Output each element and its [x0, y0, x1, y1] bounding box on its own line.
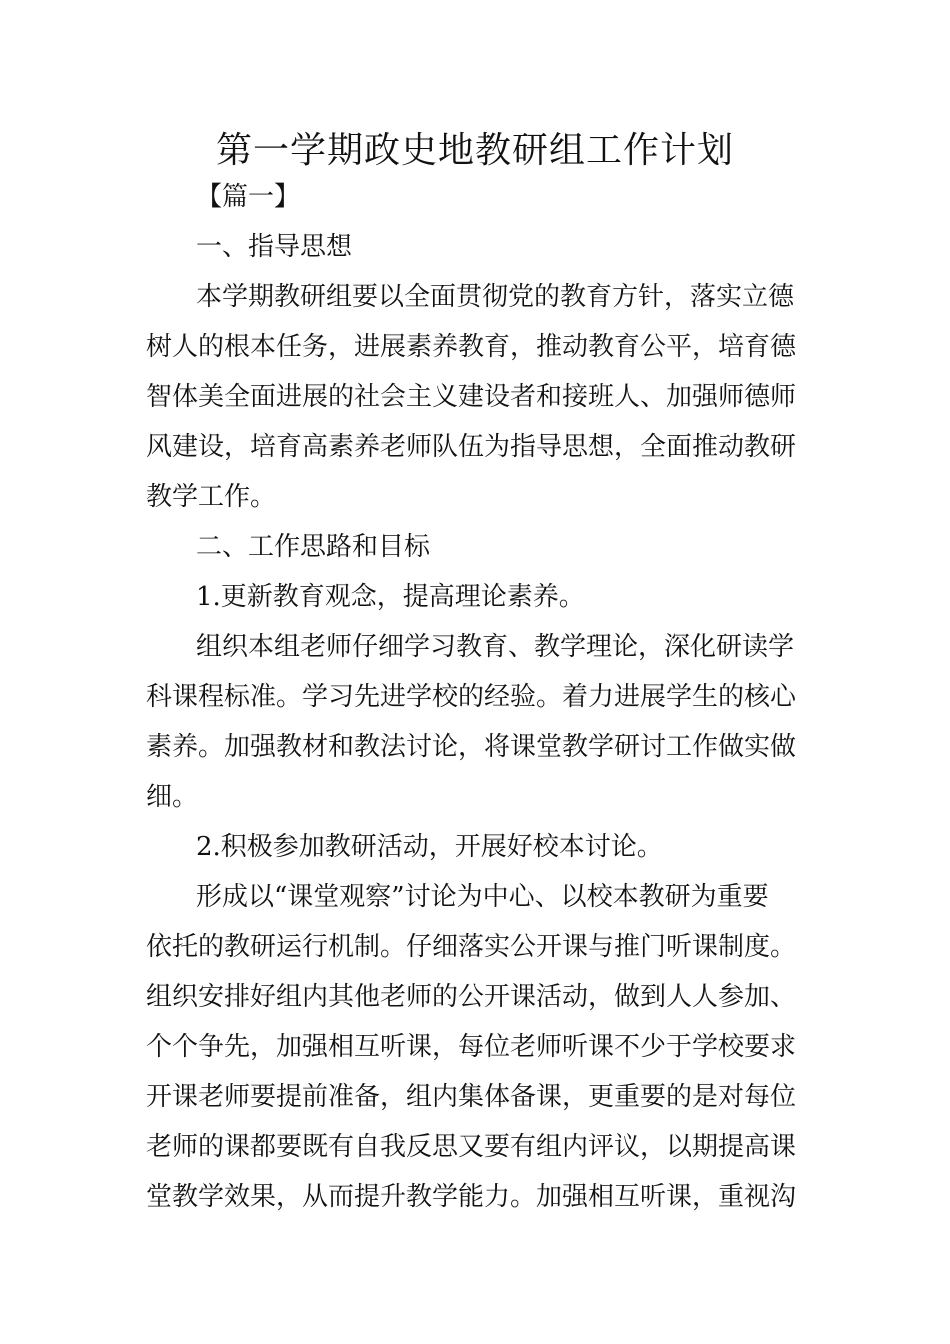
paragraph-line: 科课程标准。学习先进学校的经验。着力进展学生的核心: [146, 682, 797, 712]
part-label: 【篇一】: [196, 182, 301, 212]
paragraph-line: 树人的根本任务，进展素养教育，推动教育公平，培育德: [146, 332, 797, 362]
paragraph-line: 老师的课都要既有自我反思又要有组内评议，以期提高课: [146, 1132, 797, 1162]
paragraph-line: 依托的教研运行机制。仔细落实公开课与推门听课制度。: [146, 932, 797, 962]
paragraph-line: 细。: [146, 782, 199, 812]
section-heading-guiding-ideology: 一、指导思想: [196, 232, 353, 262]
paragraph-line: 个个争先，加强相互听课，每位老师听课不少于学校要求: [146, 1032, 797, 1062]
list-item-heading: 2.积极参加教研活动，开展好校本讨论。: [196, 832, 663, 862]
paragraph-line: 组织安排好组内其他老师的公开课活动，做到人人参加、: [146, 982, 797, 1012]
paragraph-line: 素养。加强教材和教法讨论，将课堂教学研讨工作做实做: [146, 732, 797, 762]
paragraph-line: 本学期教研组要以全面贯彻党的教育方针，落实立德: [196, 282, 795, 312]
paragraph-line: 组织本组老师仔细学习教育、教学理论，深化研读学: [196, 632, 795, 662]
paragraph-line: 智体美全面进展的社会主义建设者和接班人、加强师德师: [146, 382, 797, 412]
document-title: 第一学期政史地教研组工作计划: [215, 130, 734, 171]
section-heading-work-goals: 二、工作思路和目标: [196, 532, 431, 562]
paragraph-line: 风建设，培育高素养老师队伍为指导思想，全面推动教研: [146, 432, 797, 462]
paragraph-line: 形成以“课堂观察”讨论为中心、以校本教研为重要: [196, 882, 769, 912]
paragraph-line: 堂教学效果，从而提升教学能力。加强相互听课，重视沟: [146, 1182, 797, 1212]
list-item-heading: 1.更新教育观念，提高理论素养。: [196, 582, 585, 612]
paragraph-line: 开课老师要提前准备，组内集体备课，更重要的是对每位: [146, 1082, 797, 1112]
paragraph-line: 教学工作。: [146, 482, 277, 512]
